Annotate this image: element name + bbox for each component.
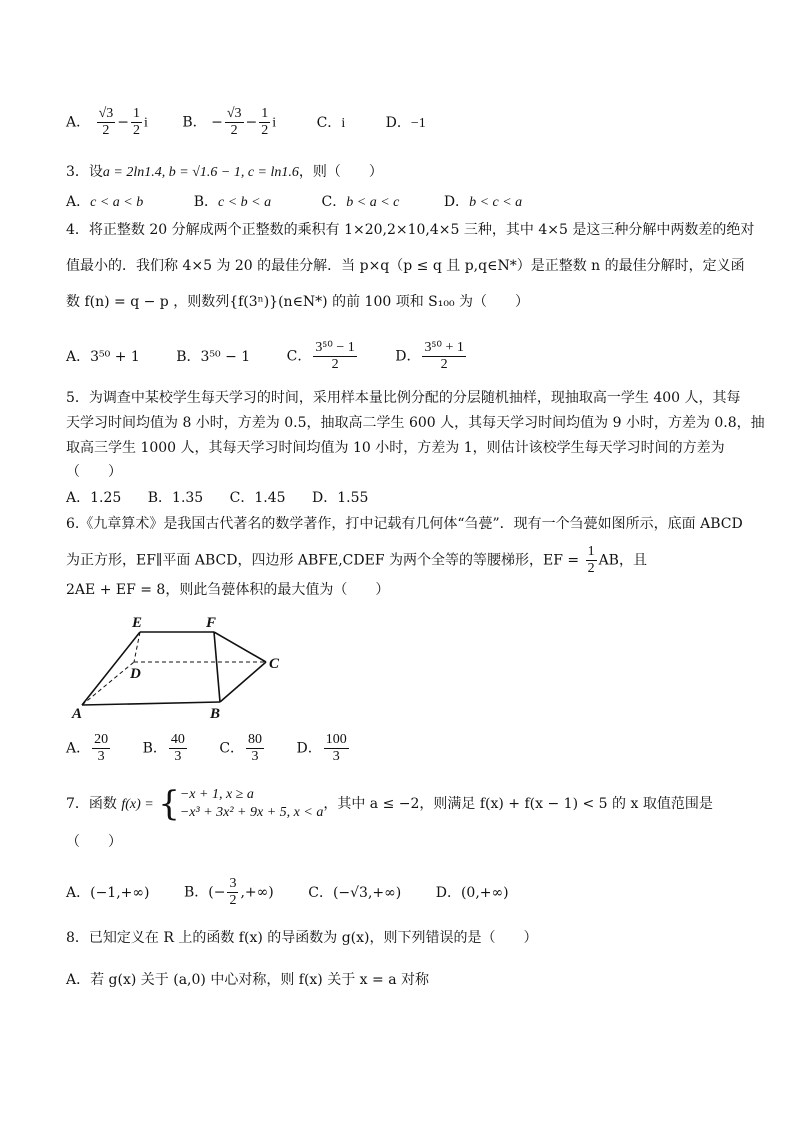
q5-option-d: D．1.55 xyxy=(312,490,369,506)
q6-line-1: 6.《九章算术》是我国古代著名的数学著作，打中记载有几何体“刍甍”．现有一个刍甍如图所示，底面 ABCD xyxy=(66,516,743,532)
q4-option-d: D． $\frac{\text{3⁵⁰ + 1}}{2}$ xyxy=(395,340,464,372)
q6-option-c: C． $\frac{80}{3}$ xyxy=(219,732,263,764)
edge-ad-hidden xyxy=(82,662,134,705)
q3-options xyxy=(66,192,568,213)
q2-option-a: A． $\frac{√3}{2}$ − $\frac{1}{2}$ i xyxy=(66,106,148,138)
q7-stem: 7．函数 f(x) = { −x + 1, x ≥ a −x³ + 3x² + 9x + 5, x < a ，其中 a ≤ −2，则满足 f(x) + f(x − 1) < 5 的 x 取值范围是 xyxy=(66,784,713,824)
q5-line-3: 取高三学生 1000 人，其每天学习时间均值为 10 小时，方差为 1，则估计该校学生每天学习时间的方差为 xyxy=(66,440,725,456)
q2-option-c: C．i xyxy=(316,114,346,131)
q4-line-2: 值最小的．我们称 4×5 为 20 的最佳分解．当 p×q（p ≤ q 且 p,q∈N*）是正整数 n 的最佳分解时，定义函 xyxy=(66,258,745,274)
q7-option-c: C．(−√3,+∞) xyxy=(308,884,402,901)
q7-options xyxy=(66,876,555,909)
q5-option-a: A．1.25 xyxy=(66,490,122,506)
q6-option-b: B． $\frac{40}{3}$ xyxy=(142,732,185,764)
label-c: C xyxy=(269,656,280,672)
q3-stem: 3．设a = 2ln1.4, b = √1.6 − 1, c = ln1.6，则（ ） xyxy=(66,164,383,180)
q5-line-1: 5．为调查中某校学生每天学习的时间，采用样本量比例分配的分层随机抽样，现抽取高一学生 400 人，其每 xyxy=(66,390,741,406)
q7-option-a: A．(−1,+∞) xyxy=(66,884,150,901)
q6-line-3: 2AE + EF = 8，则此刍甍体积的最大值为（ ） xyxy=(66,582,390,598)
q7-line-2: （ ） xyxy=(66,834,122,850)
q6-option-d: D． $\frac{100}{3}$ xyxy=(296,732,347,764)
q2-option-d: D．−1 xyxy=(385,114,426,131)
q5-option-c: C．1.45 xyxy=(229,490,286,506)
q4-option-b: B．3⁵⁰ − 1 xyxy=(176,348,251,365)
label-d: D xyxy=(130,666,141,682)
q4-options xyxy=(66,340,514,373)
edge-fc xyxy=(214,632,266,662)
q5-line-4: （ ） xyxy=(66,464,122,480)
q5-line-2: 天学习时间均值为 8 小时，方差为 0.5，抽取高二学生 600 人，其每天学习时间均值为 9 小时，方差为 0.8，抽 xyxy=(66,415,765,431)
q5-options xyxy=(66,488,414,508)
q2-option-b: B． − $\frac{√3}{2}$ − $\frac{1}{2}$ i xyxy=(182,106,277,138)
q4-option-a: A．3⁵⁰ + 1 xyxy=(66,348,140,365)
q8-option-a: A．若 g(x) 关于 (a,0) 中心对称，则 f(x) 关于 x = a 对称 xyxy=(66,972,429,988)
q4-option-c: C． $\frac{\text{3⁵⁰ − 1}}{2}$ xyxy=(286,340,355,372)
label-a: A xyxy=(72,706,83,720)
label-f: F xyxy=(206,615,217,631)
q7-option-b: B．(− $\frac{3}{2}$ ,+∞) xyxy=(183,876,274,908)
edge-fb xyxy=(214,632,220,702)
q3-option-c: C．b < a < c xyxy=(321,194,400,210)
q7-option-d: D．(0,+∞) xyxy=(435,884,509,901)
q4-line-3: 数 f(n) = q − p ，则数列{f(3ⁿ)}(n∈N*) 的前 100 项和 S₁₀₀ 为（ ） xyxy=(66,294,530,310)
q6-option-a: A． $\frac{20}{3}$ xyxy=(66,732,109,764)
q6-options xyxy=(66,732,397,765)
q2-options xyxy=(66,106,472,139)
q4-line-1: 4．将正整数 20 分解成两个正整数的乘积有 1×20,2×10,4×5 三种，其中 4×5 是这三种分解中两数差的绝对 xyxy=(66,222,755,238)
label-e: E xyxy=(132,615,143,631)
q3-option-a: A．c < a < b xyxy=(66,194,144,210)
q5-option-b: B．1.35 xyxy=(147,490,204,506)
q6-solid-figure xyxy=(70,610,300,720)
q8-stem: 8．已知定义在 R 上的函数 f(x) 的导函数为 g(x)，则下列错误的是（ ） xyxy=(66,930,538,946)
edge-bc xyxy=(220,662,266,702)
q3-option-d: D．b < c < a xyxy=(443,194,523,210)
edge-ab xyxy=(82,702,220,705)
label-b: B xyxy=(210,706,221,720)
q3-option-b: B．c < b < a xyxy=(193,194,272,210)
q6-line-2: 为正方形，EF∥平面 ABCD，四边形 ABFE,CDEF 为两个全等的等腰梯形，EF = $\frac{1}{2}$ AB，且 xyxy=(66,544,647,576)
